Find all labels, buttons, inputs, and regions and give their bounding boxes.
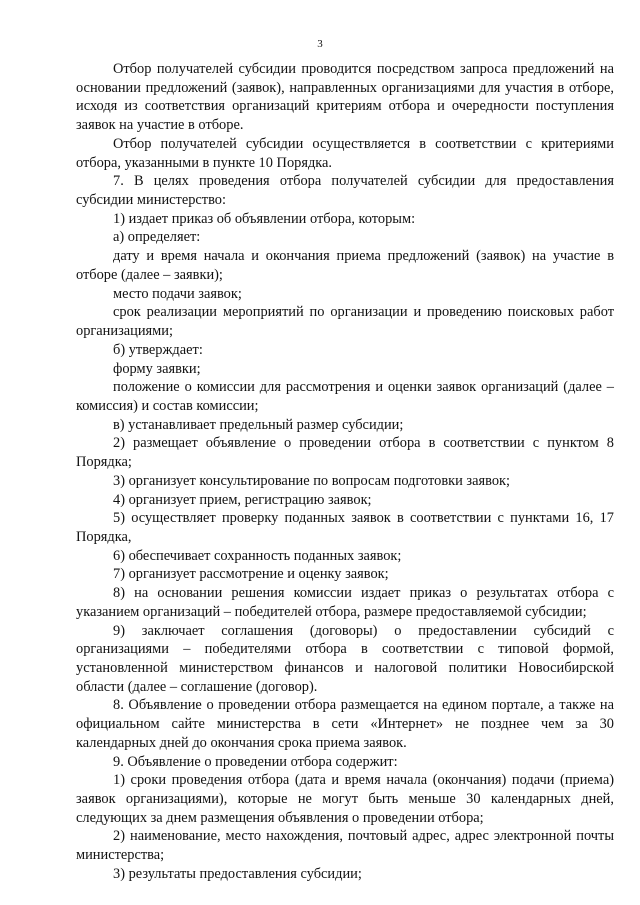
- paragraph: в) устанавливает предельный размер субсидии;: [113, 416, 404, 433]
- paragraph: а) определяет:: [113, 229, 201, 246]
- paragraph: 5) осуществляет проверку поданных заявок в соответствии с пунктами 16, 17 Порядка,: [76, 510, 614, 545]
- paragraph: 7. В целях проведения отбора получателей субсидии для предоставления субсидии министерство:: [76, 173, 614, 209]
- paragraph: форму заявки;: [113, 360, 201, 377]
- paragraph: 4) организует прием, регистрацию заявок;: [113, 491, 372, 508]
- paragraph: 1) сроки проведения отбора (дата и время начала (окончания) подачи (приема) заявок организациями), которые не могут быть меньше 30 календарных дней, следующих за днем размещения объявления о проведении отбора;: [76, 772, 614, 826]
- paragraph: место подачи заявок;: [113, 285, 242, 302]
- paragraph: 1) издает приказ об объявлении отбора, которым:: [113, 210, 416, 227]
- paragraph: дату и время начала и окончания приема предложений (заявок) на участие в отборе (далее – заявки);: [76, 248, 614, 283]
- paragraph: 9. Объявление о проведении отбора содержит:: [113, 753, 398, 770]
- paragraph: 3) результаты предоставления субсидии;: [113, 865, 362, 882]
- paragraph: срок реализации мероприятий по организации и проведению поисковых работ организациями;: [76, 304, 614, 340]
- paragraph: 7) организует рассмотрение и оценку заявок;: [113, 566, 389, 583]
- paragraph: 8. Объявление о проведении отбора размещается на едином портале, а также на официальном сайте министерства в сети «Интернет» не позднее чем за 30 календарных дней до окончания срока приема заявок.: [76, 697, 614, 751]
- paragraph: 2) наименование, место нахождения, почтовый адрес, адрес электронной почты министерства;: [76, 828, 614, 864]
- paragraph: 8) на основании решения комиссии издает приказ о результатах отбора с указанием организаций – победителей отбора, размере предоставляемой субсидии;: [76, 585, 614, 620]
- paragraph: 3) организует консультирование по вопросам подготовки заявок;: [113, 472, 510, 489]
- page-number: 3: [317, 38, 323, 50]
- paragraph: 6) обеспечивает сохранность поданных заявок;: [113, 547, 402, 564]
- body-text: [76, 60, 614, 884]
- paragraph: Отбор получателей субсидии проводится посредством запроса предложений на основании предложений (заявок), направленных организациями для участия в отборе, исходя из соответствия организаций критериям отбора и очередности поступления заявок на участие в отборе.: [76, 61, 614, 134]
- paragraph: положение о комиссии для рассмотрения и оценки заявок организаций (далее – комиссия) и состав комиссии;: [76, 379, 614, 414]
- paragraph: 2) размещает объявление о проведении отбора в соответствии с пунктом 8 Порядка;: [76, 435, 614, 471]
- paragraph: Отбор получателей субсидии осуществляется в соответствии с критериями отбора, указанными в пункте 10 Порядка.: [76, 135, 614, 171]
- paragraph: 9) заключает соглашения (договоры) о предоставлении субсидий с организациями – победителями отбора в соответствии с типовой формой, установленной министерством финансов и налоговой политики Новосибирской области (далее – соглашение (договор).: [76, 622, 614, 695]
- paragraph: б) утверждает:: [113, 341, 203, 358]
